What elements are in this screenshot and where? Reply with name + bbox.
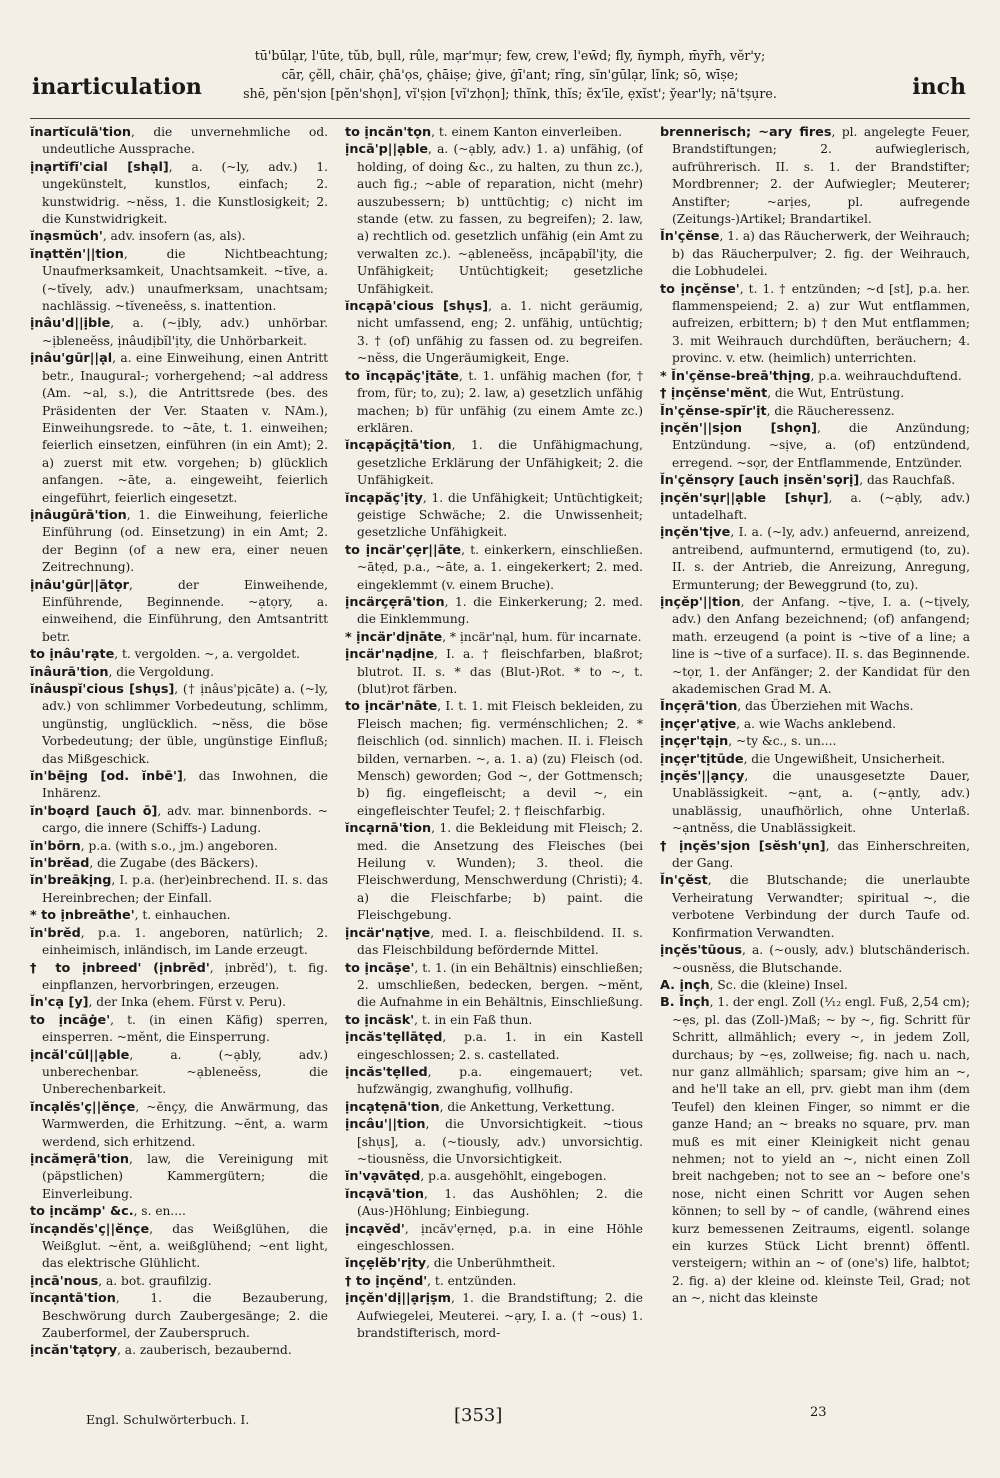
dictionary-entry: ĭncạvā'tion, 1. das Aushöhlen; 2. die (Aus-)Höhlung; Einbiegung. [345, 1186, 643, 1219]
pronunciation-key-line-2: cār, çĕll, chāir, çhā'ọs, çhāiṣe; ġive, ġī'ant; rĭng, sĭn'gūlạr, lĭnk; sō, wīṣe; [281, 67, 739, 82]
dictionary-entry: A. ịnçh, Sc. die (kleine) Insel. [660, 977, 848, 993]
dictionary-entry: ịnạrtĭfĭ'cial [shạl], a. (~ly, adv.) 1. ungekünstelt, kunstlos, einfach; 2. kunstwidrig. ~nĕss, 1. die Kunstlosigkeit; 2. die Kunstwidrigkeit. [30, 159, 328, 227]
dictionary-entry: ịnçĕn'tịve, I. a. (~ly, adv.) anfeuernd, anreizend, antreibend, aufmunternd, ermutigend (to, zu). II. s. der Antrieb, die Anreizung, Anregung, Ermunterung; der Beweggrund (to, zu). [660, 525, 970, 592]
dictionary-entry: ĭncạlĕs'ç||ĕnçe, ~ĕnçy, die Anwärmung, das Warmwerden, die Erhitzung. ~ĕnt, a. warm werdend, sich erhitzend. [30, 1099, 328, 1149]
page-header [30, 44, 970, 120]
dictionary-entry: ịnçẹr'ạtịve, a. wie Wachs anklebend. [660, 716, 897, 732]
dictionary-entry: ịnçĕn'sụr||ạble [shụr], a. (~ạbly, adv.) untadelhaft. [660, 490, 970, 522]
dictionary-entry: ĭnartĭculā'tion, die unvernehmliche od. undeutliche Aussprache. [30, 125, 328, 157]
dictionary-entry: † to ịnbreed' (ịnbrēd', ịnbrĕd'), t. fig. einpflanzen, hervorbringen, erzeugen. [30, 960, 328, 992]
dictionary-entry: ịncā'p||ạble, a. (~ạbly, adv.) 1. a) unfähig, (of holding, of doing &c., zu halten, zu thun zc.), auch fig.; ~able of reparation, nicht (mehr) auszubessern; b) unttüchtig; c) nicht im stande (etw. zu fassen, zu begreifen); 2. law, a) rechtlich od. gesetzlich unfähig (ein Amt zu verwalten zc.). ~ạbleneĕss, ịncāpạbĭl'ịty, die Unfähigkeit; Untüchtigkeit; gesetzliche Unfähigkeit. [345, 142, 643, 296]
column-1 [30, 124, 328, 1409]
dictionary-entry: to ịncäsk', t. in ein Faß thun. [345, 1012, 533, 1028]
dictionary-entry: ĭnâuspĭ'cious [shụs], († ịnâus'pịcāte) a. (~ly, adv.) von schlimmer Vorbedeutung, schlimm, ungünstig, unglücklich. ~nĕss, die böse Vorbedeutung; der üble, ungünstige Einfluß; das Mißgeschick. [30, 682, 328, 766]
dictionary-entry: ĭn'boạrd [auch ō], adv. mar. binnenbords. ~ cargo, die innere (Schiffs-) Ladung. [30, 803, 328, 836]
dictionary-entry: Ĭn'cạ [y], der Inka (ehem. Fürst v. Peru). [30, 995, 287, 1011]
dictionary-entry: ịnçĕs'tūous, a. (~ously, adv.) blutschänderisch. ~ousnĕss, die Blutschande. [660, 943, 970, 975]
pronunciation-key-line-1: tū'būlạr, l'ūte, tŭb, bụll, rûle, mạr'mụr; few, crew, l'ew̄d; fl̄y, n̄ymph, m̄yr̄h, vĕr'y; [254, 48, 766, 63]
dictionary-entry: ịncăs'tẹllātẹd, p.a. 1. in ein Kastell eingeschlossen; 2. s. castellated. [345, 1030, 643, 1062]
dictionary-entry: ĭn'bēịng [od. ĭnbē'], das Inwohnen, die Inhärenz. [30, 769, 328, 801]
dictionary-entry: ịnçĕn'||sịon [shọn], die Anzündung; Entzündung. ~sịve, a. (of) entzündend, erregend. ~sọr, der Entflammende, Entzünder. [660, 420, 970, 470]
dictionary-entry: * ịncär'dịnāte, * ịncär'nạl, hum. für incarnate. [345, 629, 642, 645]
dictionary-entry: to ịncär'nāte, I. t. 1. mit Fleisch bekleiden, zu Fleisch machen; fig. verménschlichen; 2. * fleischlich (od. sinnlich) machen. II. i. Fleisch bilden, vernarben. ~, a. 1. a) (zu) Fleisch (od. Mensch) geworden; God ~, der Gottmensch; b) fig. eingefleischt; a devil ~, ein eingefleischter Teufel; 2. † fleischfarbig. [345, 699, 643, 818]
dictionary-entry: ĭncạpăçịtā'tion, 1. die Unfähigmachung, gesetzliche Erklärung der Unfähigkeit; 2. die Unfähigkeit. [345, 438, 643, 488]
dictionary-entry: Ĭn'çĕnsọry [auch ịnsĕn'sọrị], das Rauchfaß. [660, 473, 956, 489]
dictionary-entry: ĭncạpăç'ịty, 1. die Unfähigkeit; Untüchtigkeit; geistige Schwäche; 2. die Unwissenheit; gesetzliche Unfähigkeit. [345, 490, 643, 540]
dictionary-entry: to ịnçĕnse', t. 1. † entzünden; ~d [st], p.a. her. flammenspeiend; 2. a) zur Wut entflammen, aufreizen, erbittern; b) † den Mut entflammen; 3. mit Weihrauch durchdüften, beräuchern; 4. provinc. v. etw. (heimlich) unterrichten. [660, 281, 970, 366]
dictionary-entry: ịnâu'gūr||ạl, a. eine Einweihung, einen Antritt betr., Inaugural-; vorhergehend; ~al address (Am. ~al, s.), die Antrittsrede (bes. des Präsidenten der Ver. Staaten v. NAm.), Einweihungsrede. to ~āte, t. 1. einweihen; feierlich einsetzen, einführen (in ein Amt); 2. a) zuerst mit etw. vorgehen; b) glücklich anfangen. ~āte, a. eingeweiht, feierlich eingeführt, feierlich eingesetzt. [30, 351, 328, 505]
dictionary-entry: ịnçẹr'tịtūde, die Ungewißheit, Unsicherheit. [660, 751, 946, 767]
dictionary-entry: ịnçĕn'dị||ạrịṣm, 1. die Brandstiftung; 2. die Aufwiegelei, Meuterei. ~ạry, I. a. († ~ous) 1. brandstifterisch, mord- [345, 1291, 643, 1341]
dictionary-entry: Ĭn'çĕst, die Blutschande; die unerlaubte Verheiratung Verwandter; spiritual ~, die verbotene Verbindung der durch Taufe od. Konfirmation Verwandten. [660, 873, 970, 940]
dictionary-entry: ịnçĕp'||tion, der Anfang. ~tịve, I. a. (~tịvely, adv.) den Anfang bezeichnend; (of) anfangend; math. erzeugend (a point is ~tive of a line; a line is ~tive of a surface). II. s. das Beginnende. ~tọr, 1. der Anfänger; 2. der Kandidat für den akademischen Grad M. A. [660, 594, 970, 696]
footer-book-title: Engl. Schulwörterbuch. I. [86, 1412, 250, 1427]
dictionary-entry: * to ịnbreāthe', t. einhauchen. [30, 908, 231, 924]
dictionary-entry: † to ịnçĕnd', t. entzünden. [345, 1273, 517, 1289]
dictionary-entry: to ĭncạpăç'ịtāte, t. 1. unfähig machen (for, † from, für; to, zu); 2. law, a) gesetzlich unfähig machen; b) für unfähig (zu einem Amte zc.) erklären. [345, 368, 643, 435]
dictionary-entry: † ịnçĕs'sịon [sĕsh'ụn], das Einherschreiten, der Gang. [660, 838, 970, 871]
dictionary-entry: Ĭn'çĕnse-spĭr'ịt, die Räucheressenz. [660, 403, 895, 419]
dictionary-entry: ĭncạntā'tion, 1. die Bezauberung, Beschwörung durch Zaubergesänge; 2. die Zauberformel, der Zauberspruch. [30, 1291, 328, 1341]
dictionary-entry: ĭnạsmŭch', adv. insofern (as, als). [30, 229, 246, 245]
dictionary-entry: to ịncāṣe', t. 1. (in ein Behältnis) einschließen; 2. umschließen, bedecken, bergen. ~mĕnt, die Aufnahme in ein Behältnis, Einschließung. [345, 960, 643, 1010]
dictionary-entry: ịnâu'gūr||ātọr, der Einweihende, Einführende, Beginnende. ~ạtọry, a. einweihend, die Einführung, den Amtsantritt betr. [30, 577, 328, 644]
dictionary-entry: ĭn'brĕd, p.a. 1. angeboren, natürlich; 2. einheimisch, inländisch, im Lande erzeugt. [30, 925, 328, 958]
dictionary-entry: ĭn'breākịng, I. p.a. (her)einbrechend. II. s. das Hereinbrechen; der Einfall. [30, 873, 328, 905]
dictionary-entry: ịncärçẹrā'tion, 1. die Einkerkerung; 2. med. die Einklemmung. [345, 594, 643, 627]
dictionary-entry: ịnâugūrā'tion, 1. die Einweihung, feierliche Einführung (od. Einsetzung) in ein Amt; 2. der Beginn (of a new era, einer neuen Zeitrechnung). [30, 507, 328, 575]
column-3 [660, 124, 970, 1409]
column-2 [345, 124, 643, 1409]
dictionary-entry: Ĭn'çĕnse, 1. a) das Räucherwerk, der Weihrauch; b) das Räucherpulver; 2. fig. der Weihrauch, die Lobhudelei. [660, 229, 970, 279]
dictionary-entry: B. Ĭnçh, 1. der engl. Zoll (¹⁄₁₂ engl. Fuß, 2,54 cm); ~ẹs, pl. das (Zoll-)Maß; ~ by ~, fig. Schritt für Schritt, allmählich; every ~, in jedem Zoll, durchaus; by ~ẹs, zollweise; fig. nach u. nach, nur ganz allmählich; sparsam; give him an ~, and he'll take an ell, prv. giebt man ihm (dem Teufel) den kleinen Finger, so nimmt er die ganze Hand; an ~ breaks no square, prv. man muß es mit einer Kleinigkeit nicht genau nehmen; not to yield an ~, nicht einen Zoll breit nachgeben; not to see an ~ before one's nose, nicht einen Schritt vor Augen sehen können; to sell by ~ of candle, (während eines kurz bemessenen Zeitraums, eigentl. solange ein kurzes Stück Licht brennt) öffentl. versteigern; within an ~ of (one's) life, halbtot; 2. fig. a) der kleine od. kleinste Teil, Grad; not an ~, nicht das kleinste [660, 995, 970, 1306]
dictionary-entry: ĭn'bōrn, p.a. (with s.o., jm.) angeboren. [30, 838, 278, 854]
dictionary-entry: ịnçĕs'||ạnçy, die unausgesetzte Dauer, Unablässigkeit. ~ạnt, a. (~ạntly, adv.) unablässig, unaufhörlich, ohne Unterlaß. ~ạntnĕss, die Unablässigkeit. [660, 769, 970, 836]
header-rule [30, 118, 970, 119]
dictionary-entry: brennerisch; ~ary fires, pl. angelegte Feuer, Brandstiftungen; 2. aufwieglerisch, aufrührerisch. II. s. 1. der Brandstifter; Mordbrenner; 2. der Aufwiegler; Meuterer; Anstifter; ~arịes, pl. aufregende (Zeitungs-)Artikel; Brandartikel. [660, 125, 970, 227]
dictionary-entry: ịncăl'cūl||ạble, a. (~ạbly, adv.) unberechenbar. ~ạbleneĕss, die Unberechenbarkeit. [30, 1047, 328, 1097]
dictionary-entry: ịnçẹr'tạịn, ~ty &c., s. un.... [660, 734, 837, 750]
left-running-headword: inarticulation [32, 74, 202, 100]
dictionary-entry: † ịnçĕnse'mĕnt, die Wut, Entrüstung. [660, 386, 905, 402]
dictionary-entry: ĭnâurā'tion, die Vergoldung. [30, 664, 214, 680]
dictionary-entry: ĭn'vạvātẹd, p.a. ausgehöhlt, eingebogen. [345, 1169, 607, 1185]
dictionary-entry: ịncär'nạdịne, I. a. † fleischfarben, blaßrot; blutrot. II. s. * das (Blut-)Rot. * to ~, t. (blut)rot färben. [345, 647, 643, 696]
dictionary-entry: to ịncāġe', t. (in einen Käfig) sperren, einsperren. ~mĕnt, die Einsperrung. [30, 1012, 328, 1045]
footer-page-number: [353] [454, 1405, 503, 1426]
dictionary-entry: Ĭnçẹrā'tion, das Überziehen mit Wachs. [660, 699, 914, 715]
dictionary-entry: ịnâu'd||ịble, a. (~ịbly, adv.) unhörbar. ~ịbleneĕss, ịnâudịbĭl'ịty, die Unhörbarkeit. [30, 316, 328, 348]
dictionary-entry: to ịncăn'tọn, t. einem Kanton einverleiben. [345, 125, 622, 140]
right-running-headword: inch [912, 74, 966, 100]
dictionary-entry: to ịnâu'rạte, t. vergolden. ~, a. vergoldet. [30, 647, 300, 663]
dictionary-entry: * Ĭn'çĕnse-breā'thịng, p.a. weihrauchduftend. [660, 368, 962, 384]
dictionary-entry: to ịncär'çẹr||āte, t. einkerkern, einschließen. ~ātẹd, p.a., ~āte, a. 1. eingekerkert; 2. med. eingeklemmt (v. einem Bruche). [345, 542, 643, 592]
dictionary-entry: to ịncămp' &c., s. en.... [30, 1204, 186, 1220]
dictionary-entry: ĭn'brĕad, die Zugabe (des Bäckers). [30, 856, 259, 872]
dictionary-entry: ịncạvĕd', ịncăv'ẹrnẹd, p.a. in eine Höhle eingeschlossen. [345, 1221, 643, 1253]
dictionary-entry: ĭncạrnā'tion, 1. die Bekleidung mit Fleisch; 2. med. die Ansetzung des Fleisches (bei Heilung v. Wunden); 3. theol. die Fleischwerdung, Menschwerdung (Christi); 4. a) die Fleischfarbe; b) paint. die Fleischgebung. [345, 821, 643, 923]
dictionary-entry: ĭnçẹlĕb'rịty, die Unberühmtheit. [345, 1256, 556, 1272]
dictionary-entry: ịncạtẹnā'tion, die Ankettung, Verkettung. [345, 1099, 615, 1115]
dictionary-entry: ịncâu'||tion, die Unvorsichtigkeit. ~tious [shụs], a. (~tiously, adv.) unvorsichtig. ~tiousnĕss, die Unvorsichtigkeit. [345, 1117, 643, 1166]
pronunciation-key-line-3: shē, pĕn'sịon [pĕn'shọn], vĭ'ṣịon [vĭ'zhọn]; thĭnk, thĭs; ĕx'īle, ẹxĭst'; y̆ear'ly; nā'tṣụre. [243, 86, 777, 101]
dictionary-entry: ĭnạttĕn'||tion, die Nichtbeachtung; Unaufmerksamkeit, Unachtsamkeit. ~tĭve, a. (~tĭvely, adv.) unaufmerksam, unachtsam; nachlässig. ~tĭveneĕss, s. inattention. [30, 246, 328, 314]
footer-signature-number: 23 [810, 1405, 827, 1420]
dictionary-entry: ịncăn'tạtọry, a. zauberisch, bezaubernd. [30, 1343, 292, 1359]
dictionary-entry: ĭncạndĕs'ç||ĕnçe, das Weißglühen, die Weißglut. ~ĕnt, a. weißglühend; ~ent light, das elektrische Glühlicht. [30, 1221, 328, 1271]
dictionary-entry: ĭncạpā'cious [shụs], a. 1. nicht geräumig, nicht umfassend, eng; 2. unfähig, untüchtig; 3. † (of) unfähig zu fassen od. zu begreifen. ~nĕss, die Ungeräumigkeit, Enge. [345, 299, 643, 366]
dictionary-entry: ịncär'nạtịve, med. I. a. fleischbildend. II. s. das Fleischbildung befördernde Mittel. [345, 925, 643, 958]
dictionary-entry: ịncăs'tẹlled, p.a. eingemauert; vet. hufzwängig, zwanghufig, vollhufig. [345, 1064, 643, 1097]
dictionary-entry: ịncā'nous, a. bot. graufilzig. [30, 1273, 212, 1289]
dictionary-entry: ịncămẹrā'tion, law, die Vereinigung mit (päpstlichen) Kammergütern; die Einverleibung. [30, 1151, 328, 1201]
